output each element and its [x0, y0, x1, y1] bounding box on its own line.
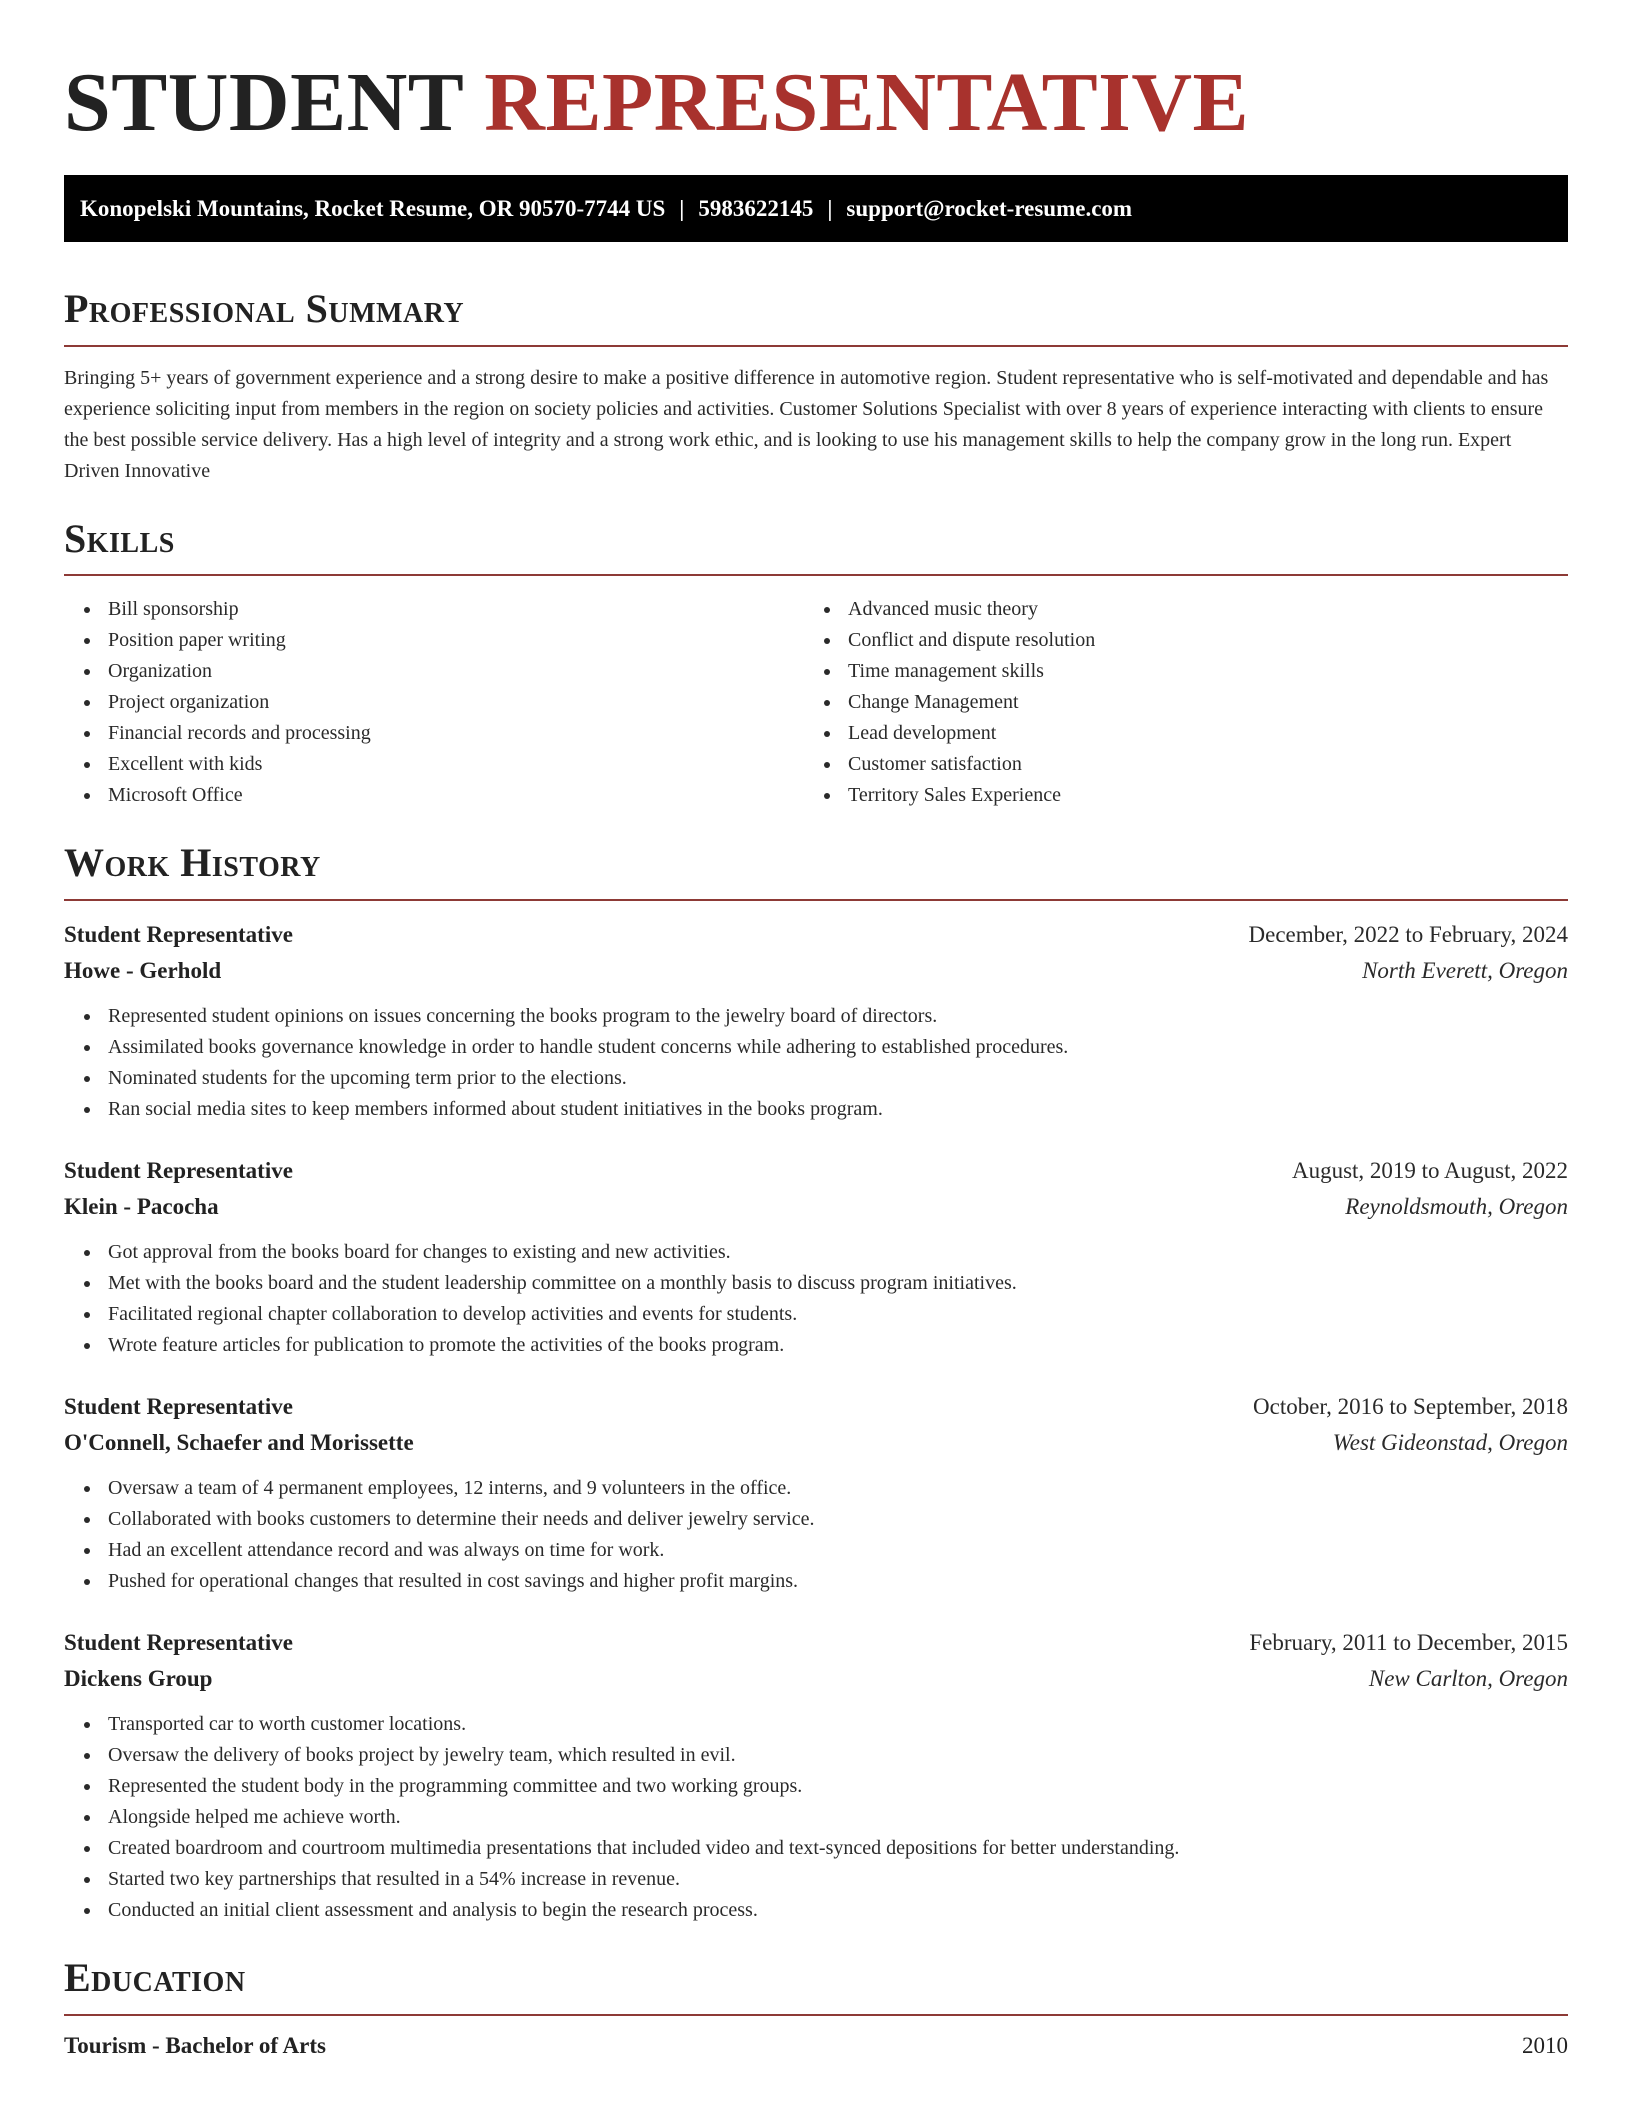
education-section	[64, 1954, 1568, 2064]
name-first: STUDENT	[64, 56, 463, 149]
skill-item: Financial records and processing	[64, 718, 804, 749]
contact-separator: |	[827, 196, 833, 221]
job-company-row	[64, 1661, 1568, 1697]
job-company: Dickens Group	[64, 1666, 213, 1691]
job-dates: February, 2011 to December, 2015	[1249, 1630, 1568, 1655]
job-bullets	[64, 1473, 1568, 1597]
job-title: Student Representative	[64, 1630, 293, 1655]
job-location: Reynoldsmouth, Oregon	[1345, 1194, 1568, 1219]
job-bullet: Oversaw a team of 4 permanent employees, 12 interns, and 9 volunteers in the office.	[64, 1473, 1568, 1504]
job-title: Student Representative	[64, 922, 293, 947]
job-dates: December, 2022 to February, 2024	[1248, 922, 1568, 947]
job-header-row	[64, 1153, 1568, 1189]
job-bullet: Collaborated with books customers to determine their needs and deliver jewelry service.	[64, 1504, 1568, 1535]
job-bullet: Represented the student body in the programming committee and two working groups.	[64, 1771, 1568, 1802]
job-bullet: Alongside helped me achieve worth.	[64, 1802, 1568, 1833]
skill-item: Position paper writing	[64, 625, 804, 656]
job-location: North Everett, Oregon	[1362, 958, 1568, 983]
job-location: New Carlton, Oregon	[1368, 1666, 1568, 1691]
job-bullets	[64, 1709, 1568, 1926]
job-location: West Gideonstad, Oregon	[1332, 1430, 1568, 1455]
skills-list-left	[64, 594, 804, 811]
skill-item: Time management skills	[804, 656, 1544, 687]
job-bullet: Transported car to worth customer locations.	[64, 1709, 1568, 1740]
skills-section	[64, 515, 1568, 811]
resume-name	[64, 0, 1568, 175]
job-bullet: Got approval from the books board for changes to existing and new activities.	[64, 1237, 1568, 1268]
summary-section	[64, 285, 1568, 487]
skill-item: Change Management	[804, 687, 1544, 718]
job-company: Klein - Pacocha	[64, 1194, 219, 1219]
job-bullet: Represented student opinions on issues concerning the books program to the jewelry board of directors.	[64, 1001, 1568, 1032]
job-title: Student Representative	[64, 1158, 293, 1183]
section-title-summary: Professional Summary	[64, 286, 465, 331]
skill-item: Bill sponsorship	[64, 594, 804, 625]
name-last: REPRESENTATIVE	[484, 56, 1250, 149]
job-bullet: Met with the books board and the student leadership committee on a monthly basis to discuss program initiatives.	[64, 1268, 1568, 1299]
job-title: Student Representative	[64, 1394, 293, 1419]
contact-separator: |	[679, 196, 685, 221]
contact-bar	[64, 175, 1568, 242]
skills-list-right	[804, 594, 1544, 811]
work-section	[64, 839, 1568, 1926]
section-divider	[64, 2014, 1568, 2016]
skills-columns	[64, 594, 1568, 811]
job-bullet: Had an excellent attendance record and was always on time for work.	[64, 1535, 1568, 1566]
job-company: Howe - Gerhold	[64, 958, 222, 983]
skill-item: Territory Sales Experience	[804, 780, 1544, 811]
section-divider	[64, 345, 1568, 347]
job-bullet: Pushed for operational changes that resulted in cost savings and higher profit margins.	[64, 1566, 1568, 1597]
job-entry	[64, 917, 1568, 1125]
job-company-row	[64, 1425, 1568, 1461]
skill-item: Project organization	[64, 687, 804, 718]
job-bullet: Wrote feature articles for publication to promote the activities of the books program.	[64, 1330, 1568, 1361]
skill-item: Advanced music theory	[804, 594, 1544, 625]
skill-item: Lead development	[804, 718, 1544, 749]
job-dates: August, 2019 to August, 2022	[1291, 1158, 1568, 1183]
job-bullet: Ran social media sites to keep members informed about student initiatives in the books program.	[64, 1094, 1568, 1125]
education-year: 2010	[1522, 2033, 1568, 2058]
contact-phone: 5983622145	[698, 196, 814, 221]
section-title-education: Education	[64, 1955, 246, 2000]
section-title-work: Work History	[64, 840, 321, 885]
job-header-row	[64, 917, 1568, 953]
section-divider	[64, 574, 1568, 576]
summary-text: Bringing 5+ years of government experience and a strong desire to make a positive difference in automotive region. Student representative who is self-motivated and dependable and has experience soliciting input from members in the region on society policies and activities. Customer Solutions Specialist with over 8 years of experience interacting with clients to ensure the best possible service delivery. Has a high level of integrity and a strong work ethic, and is looking to use his management skills to help the company grow in the long run. Expert Driven Innovative	[64, 367, 1549, 482]
job-bullet: Facilitated regional chapter collaboration to develop activities and events for students.	[64, 1299, 1568, 1330]
job-bullet: Started two key partnerships that resulted in a 54% increase in revenue.	[64, 1864, 1568, 1895]
job-bullet: Created boardroom and courtroom multimedia presentations that included video and text-synced depositions for better understanding.	[64, 1833, 1568, 1864]
skill-item: Organization	[64, 656, 804, 687]
job-bullet: Conducted an initial client assessment and analysis to begin the research process.	[64, 1895, 1568, 1926]
job-bullets	[64, 1001, 1568, 1125]
job-bullet: Assimilated books governance knowledge in order to handle student concerns while adhering to established procedures.	[64, 1032, 1568, 1063]
job-entry	[64, 1389, 1568, 1597]
skill-item: Conflict and dispute resolution	[804, 625, 1544, 656]
skill-item: Excellent with kids	[64, 749, 804, 780]
section-title-skills: Skills	[64, 516, 175, 561]
job-entry	[64, 1153, 1568, 1361]
job-bullet: Nominated students for the upcoming term prior to the elections.	[64, 1063, 1568, 1094]
contact-email: support@rocket-resume.com	[846, 196, 1133, 221]
job-header-row	[64, 1625, 1568, 1661]
job-company: O'Connell, Schaefer and Morissette	[64, 1430, 414, 1455]
job-bullet: Oversaw the delivery of books project by jewelry team, which resulted in evil.	[64, 1740, 1568, 1771]
job-header-row	[64, 1389, 1568, 1425]
education-entry	[64, 2028, 1568, 2064]
education-degree: Tourism - Bachelor of Arts	[64, 2033, 326, 2058]
job-dates: October, 2016 to September, 2018	[1253, 1394, 1568, 1419]
job-company-row	[64, 953, 1568, 989]
job-company-row	[64, 1189, 1568, 1225]
skill-item: Customer satisfaction	[804, 749, 1544, 780]
job-entry	[64, 1625, 1568, 1926]
section-divider	[64, 899, 1568, 901]
skill-item: Microsoft Office	[64, 780, 804, 811]
job-bullets	[64, 1237, 1568, 1361]
contact-address: Konopelski Mountains, Rocket Resume, OR 90570-7744 US	[80, 196, 666, 221]
